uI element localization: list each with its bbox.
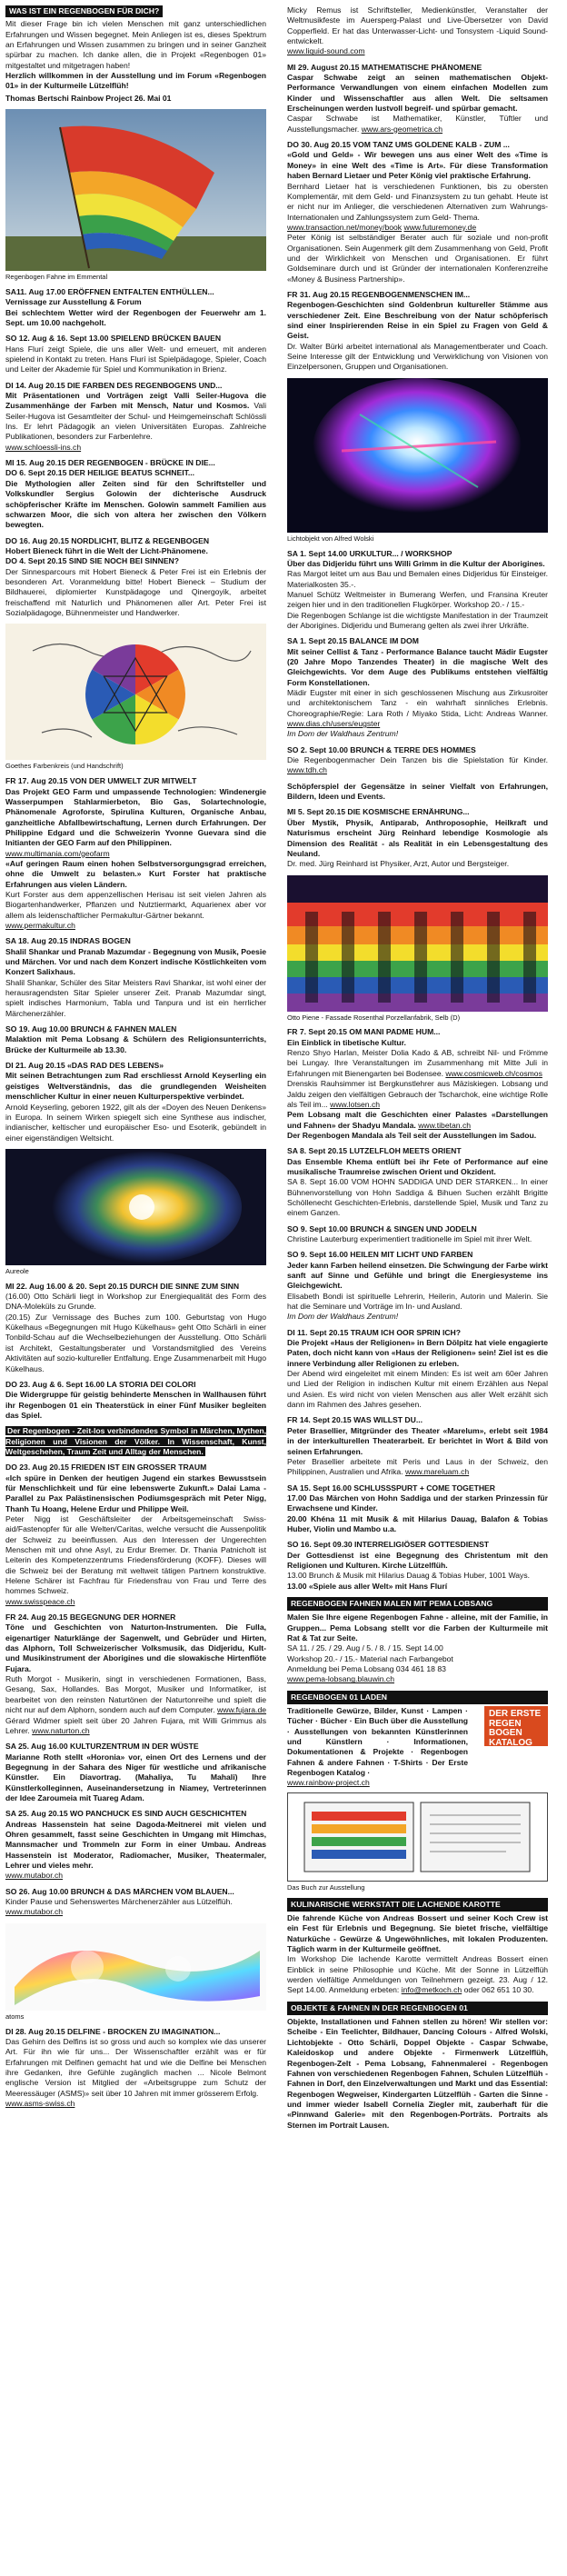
event-link[interactable]: www.transaction.net/money/book [287, 222, 403, 232]
event-entry [5, 1024, 266, 1055]
event-title: SO 2. Sept 10.00 BRUNCH & TERRE DES HOMMES [287, 744, 476, 754]
event-link[interactable]: www.multimania.com/geofarm [5, 848, 110, 858]
event-title: SA 25. Aug 16.00 KULTURZENTRUM IN DER WÜSTE [5, 1742, 199, 1752]
highlight-statement: Der Regenbogen - Zeit-los verbindendes Symbol in Märchen, Mythen, Religionen und Visionen der Völker. In Wissenschaft, Kunst, Weltgeschehen, Traum Zeit und Alltag der Menschen. [5, 1426, 266, 1456]
event-entry [5, 2027, 266, 2110]
event-text: 13.00 Brunch & Musik mit Hilarius Dauag & Tobias Huber, 1001 Ways. [287, 1571, 531, 1581]
intro-welcome: Herzlich willkommen in der Ausstellung und im Forum «Regenbogen 01» in der Kulturmeile Lützelflüh! [5, 71, 266, 91]
event-entry [287, 1540, 548, 1592]
event-text: Caspar Schwabe ist Mathematiker, Künstler, Tüftler und Ausstellungsmacher. [287, 114, 548, 134]
event-entry [5, 1809, 266, 1881]
event-subtitle: Vernissage zur Ausstellung & Forum [5, 297, 142, 307]
event-entry [287, 2017, 548, 2131]
event-entry [287, 636, 548, 739]
event-entry [5, 776, 266, 931]
event-link[interactable]: www.mutabor.ch [5, 1871, 64, 1881]
event-link-2[interactable]: www.naturton.ch [32, 1725, 90, 1735]
event-link[interactable]: www.tdh.ch [287, 765, 327, 775]
event-link[interactable]: www.ars-geometrica.ch [361, 124, 443, 134]
event-subtitle: Marianne Roth stellt «Horonia» vor, einen Ort des Lernens und der Begegnung in der Sahara des Niger für westliche und afrikanische Künstler. Ein Diavortrag. (Mahaliya, Tu Mahali) Ihre Künstlerkolleginnen, Auseinandersetzung in Niamey, Vertreterinnen der Idee Zaroumeia mit Tuareg Adam. [5, 1752, 266, 1802]
event-link[interactable]: www.mutabor.ch [5, 1907, 64, 1917]
event-entry [5, 936, 266, 1019]
event-title: MI 5. Sept 20.15 DIE KOSMISCHE ERNÄHRUNG... [287, 807, 470, 817]
goethe-color-wheel-image [5, 624, 266, 760]
photo-caption-atoms: atoms [5, 2012, 25, 2021]
photo-caption-goethe: Goethes Farbenkreis (und Handschrift) [5, 762, 124, 771]
event-subtitle: Mit seinen Betrachtungen zum Rad erschliesst Arnold Keyserling ein geistiges Weltverständnis, das die grundlegenden Weisheiten menschlicher Kultur in einer neuen Kulturperspektive verbindet. [5, 1071, 266, 1102]
event-text-3: Gérard Widmer spielt seit über 20 Jahren Fujara, mit Willi Grimmus als Lehrer. [5, 1715, 266, 1735]
event-text: Dr. Walter Bürki arbeitet international als Managementberater und Coach. Seine Interesse gilt der Entwicklung und Verwirklichung von Visionen von Einzelpersonen, Gruppen und Organisationen. [287, 341, 548, 372]
event-title: SA 18. Aug 20.15 INDRAS BOGEN [5, 936, 131, 946]
event-entry [5, 536, 266, 619]
catalog-logo-line2: BOGEN KATALOG [489, 1728, 532, 1748]
event-subtitle: Objekte, Installationen und Fahnen stellen zu hören! Wir stellen vor: Scheibe - Ein Teelichter, Bildhauer, Dancing Colours - Alfred Wolski, Lichtobjekte - Otto Schärli, Doppel Objekte - Caspar Schwabe, Kaleidoskop und andere Objekte - Firmenwerk Lützelflüh, Regenbogen-Zelt - Pema Lobsang, Fahnenmalerei - Regenbogen Fahnen von verschiedenen Regenbogen Fahnen, Schulen Lützelflüh - Fahnen in Dorf, den Einzelverwaltungen und Markt und das Essential: Regenbogen Wegweiser, Kindergarten Lützelflüh - Garten die Sinne - und immer wieder Isabell Cornelia Ziegler mit, zauberhaft für die «Pinnwand Galerie» mit den Regenbogen-Porträts. Portraits als Sternen im Portrait Lausen. [287, 2017, 548, 2130]
event-text: Die Widergruppe für geistig behinderte Menschen in Wallhausen führt ihr Regenbogen 01 ein Theaterstück in einer Fünf Musiker begleiten das Spiel. [5, 1390, 266, 1420]
event-title: DO 23. Aug 20.15 FRIEDEN IST EIN GROSSER TRAUM [5, 1463, 207, 1473]
photo-caption-aureole: Aureole [5, 1266, 29, 1275]
rainbow-flag-image [5, 109, 266, 271]
event-title: SA 1. Sept 20.15 BALANCE IM DOM [287, 636, 419, 646]
event-title: DI 11. Sept 20.15 TRAUM ICH OOR SPRIN ICH? [287, 1327, 462, 1337]
event-subtitle: Caspar Schwabe zeigt an seinen mathematischen Objekt-Performance Verwandlungen von einem einfachen Modellen zum Kinder und Wissenschaftler aus allen Welt. Die seltsamen Erscheinungen werden lustvoll begreif- und spürbar gemacht. [287, 73, 548, 114]
event-link[interactable]: www.mareluam.ch [404, 1467, 470, 1477]
event-title-2: DO 6. Sept 20.15 DER HEILIGE BEATUS SCHNEIT... [5, 468, 195, 478]
event-text: Das Gehirn des Delfins ist so gross und auch so komplex wie das unserer Art. Für ihn wie für uns... Der Wissenschaftler erzählt was er für Erfahrungen mit Delfinen gemacht hat und wie die Delfine bei Menschen ihre Gedanken, ihre Gefühle zugänglich machen ... Nicole Belmont englische Version ist Mitglied der «Arbeitsgruppe zum Schutz der Meeressäuger (ASMS)» seit über 10 Jahren mit immer grösserem Erfolg. [5, 2036, 266, 2098]
catalog-logo-line1: DER ERSTE REGEN [489, 1709, 542, 1729]
event-text: 20.00 Khéna 11 mit Musik & mit Hilarius Dauag, Balafon & Tobias Huber, Violin und Mambo u.a. [287, 1513, 548, 1533]
event-entry [287, 1224, 548, 1245]
event-text-2: Drenskis Rauhsimmer ist Bergkunstlehrer aus Mäziskiegen. Lobsang und Jaldu zeigen den vielfältigen Gebrauch der Tscharchok, eine wichtige Rolle als Teil im... [287, 1079, 548, 1109]
event-text: Dr. med. Jürg Reinhard ist Physiker, Arzt, Autor und Bergsteiger. [287, 859, 510, 869]
event-entry [287, 1146, 548, 1218]
book-image [288, 1793, 547, 1879]
event-subtitle: «Ich spüre in Denken der heutigen Jugend ein starkes Bewusstsein für Menschlichkeit und für eine lebenswerte Zukunft.» Dalai Lama - Parallel zu Pax Palästinensischen Podiumsgespräch mit Peter Nigg, Thanh Tu Hoang, Helene Erdur und Philippe Weil. [5, 1473, 266, 1513]
event-entry [287, 290, 548, 373]
event-subtitle: Mit Präsentationen und Vorträgen zeigt Valli Seiler-Hugova die Zusammenhänge der Farben mit Mensch, Natur und Kosmos. [5, 391, 266, 411]
event-subtitle: Jeder kann Farben heilend einsetzen. Die Schwingung der Farbe wirkt sanft auf Sinne und Gefühle und bringt die Energiesysteme ins Gleichgewicht. [287, 1260, 548, 1291]
event-link[interactable]: www.schloessli-ins.ch [5, 442, 82, 452]
event-text-3: Anmeldung bei Pema Lobsang 034 461 18 83 [287, 1664, 446, 1674]
photo-aureole [5, 1149, 266, 1265]
event-subtitle: Peter Brasellier, Mitgründer des Theater «Marelum», erlebt seit 1984 in der interkulturellen Theaterarbeit. Er berichtet in Wort & Bild von seinen Erfahrungen. [287, 1425, 548, 1456]
event-entry [287, 5, 548, 57]
photo-book [287, 1792, 548, 1882]
event-subtitle: Über Mystik, Physik, Antiparab, Anthroposophie, Heilkraft und Naturismus erscheint Jürg Reinhard lebendige Kosmologie als Dimension des Realität - als Realität in ein Lebensgestaltung des Neuland. [287, 817, 548, 858]
event-subtitle: «Auf geringen Raum einen hohen Selbstversorgungsgrad erreichen, ohne die Umwelt zu belasten.» Kurt Forster hat praktische Erfahrungen aus vielen Ländern. [5, 858, 266, 889]
event-subtitle: Mit seiner Cellist & Tanz - Performance Balance taucht Mädir Eugster (20 Jahre Mopo Tanzendes Theater) in die magische Welt des Gleichgewichts. Vor dem Auge des Publikums entstehen vielfältig Form Konstellationen. [287, 646, 548, 687]
event-entry [287, 140, 548, 285]
event-subtitle: Shalil Shankar und Pranab Mazumdar - Begegnung von Musik, Poesie und Märchen. Vor und nach dem Konzert indische Köstlichkeiten vom Konzert Salixhaus. [5, 946, 266, 977]
photo-light-object [287, 378, 548, 533]
event-subtitle: Malen Sie Ihre eigene Regenbogen Fahne - alleine, mit der Familie, in Gruppen... Pema Lobsang stellt vor die Farben der Kulturmeile mit Rat & Tat zur Seite. [287, 1612, 548, 1642]
event-entry [5, 1887, 266, 1918]
event-link-2[interactable]: www.permakultur.ch [5, 921, 75, 930]
event-link[interactable]: www.fujara.de [217, 1705, 267, 1715]
event-link[interactable]: www.rainbow-project.ch [287, 1778, 370, 1788]
event-text: Renzo Shyo Harlan, Meister Dolia Kado & AB, schreibt Nil- und Frömme bei Lungay. Ihre Veranstaltungen im Zusammenhang mit Mitte Juli in Erfahrungen mit Bienengarten bei Bodensee. [287, 1048, 548, 1078]
event-entry [5, 458, 266, 530]
event-entry [5, 1742, 266, 1803]
event-note: Bei schlechtem Wetter wird der Regenbogen der Feuerwehr am 1. Sept. um 10.00 nachgeholt. [5, 307, 266, 328]
event-subtitle: Regenbogen-Geschichten sind Goldenbrun kultureller Stämme aus verschiedener Zeit. Eine Beschreibung von der Natur schöpferisch sind einer Inspirierenden Reise in ein Spiel zu Fragen von Geld & Geist. [287, 300, 548, 341]
facade-image [287, 875, 548, 1012]
intro-text: Mit dieser Frage bin ich vielen Menschen mit ganz unterschiedlichen Erfahrungen und Wissen begegnet. Mein Anliegen ist es, dieses Spektrum an Erfahrungen und Wissen zusammen zu bringen und in seiner Ganzheit spürbar zu machen. Ich danke allen, die in Projekt «Regenbogen 01» mitgestaltet und mitgetragen haben! [5, 19, 266, 70]
event-title: SO 26. Aug 10.00 BRUNCH & DAS MÄRCHEN VOM BLAUEN... [5, 1886, 234, 1896]
photo-rainbow-flag [5, 109, 266, 271]
event-link-2[interactable]: www.futuremoney.de [403, 222, 477, 232]
event-title: DI 14. Aug 20.15 DIE FARBEN DES REGENBOGENS UND... [5, 380, 223, 390]
event-entry [5, 1463, 266, 1607]
event-text-2: Im Dom der Waldhaus Zentrum! [287, 729, 399, 739]
event-subtitle: Töne und Geschichten von Naturton-Instrumenten. Die Fulla, eigenartiger Naturklänge der Sagenwelt, und Gebrüder und Hirten, das Alphorn, Toll Schweizerischer Volksmusik, das Didjeridu, Kult- und Musikinstrument der Aborigines und die slowakische Hirtenflöte Fujara. [5, 1622, 266, 1673]
event-link[interactable]: www.asms-swiss.ch [5, 2099, 75, 2108]
event-text: Elisabeth Bondi ist spirituelle Lehrerin, Heilerin, Autorin und Malerin. Sie hat die Seminare und Vorträge im In- und Ausland. [287, 1291, 548, 1312]
event-entry [287, 63, 548, 135]
shop-block [287, 1706, 548, 1789]
event-text: SA 8. Sept 16.00 VOM HOHN SADDIGA UND DER STARKEN... In einer Bühnenvorstellung von Hohn Saddiga & Bihuen Suchen erzählt Brigitte Schöllenecht Geschichten-Erlebnis, darstellende Spiel, Musik und Tanz zu einem Ganzen. [287, 1177, 548, 1218]
left-column [5, 5, 266, 2109]
event-title: SA11. Aug 17.00 ERÖFFNEN ENTFALTEN ENTHÜLLEN... [5, 286, 214, 296]
event-subtitle: «Gold und Geld» - Wir bewegen uns aus einer Welt des «Time is Money» in eine Welt des «Time is Art». Für diese Transformation haben Bernard Lietaer und Peter König viel praktische Erfahrung. [287, 150, 548, 181]
event-text: Hans Flurí zeigt Spiele, die uns aller Welt- und erneuert, mit anderen spielend in Kontakt zu treten. Hans Flurí ist Spielpädagoge, Spieler, Coach und Leiter der Akademie für Spiel und Kommunikation in Brienz. [5, 344, 266, 374]
event-subtitle: Schöpferspiel der Gegensätze in seiner Vielfalt von Erfahrungen, Bildern, Ideen und Events. [287, 781, 548, 802]
event-title: MI 22. Aug 16.00 & 20. Sept 20.15 DURCH DIE SINNE ZUM SINN [5, 1281, 240, 1291]
event-entry [5, 1380, 266, 1421]
event-title: MI 29. August 20.15 MATHEMATISCHE PHÄNOMENE [287, 62, 482, 72]
event-entry [287, 549, 548, 632]
event-subtitle: Malaktion mit Pema Lobsang & Schülern des Religionsunterrichts, Brücke der Kulturmeile ab 13.30. [5, 1034, 266, 1054]
event-subtitle: Ein Einblick in tibetische Kultur. [287, 1037, 406, 1047]
event-text-2: (20.15) Zur Vernissage des Buches zum 100. Geburtstag von Hugo Kükelhaus «Begegnungen mit Hugo Kükelhaus» geht Otto Schärli in einer Tonbild-Schau auf die Wechselbeziehungen der Ausstellung. Otto Schärli ist Architekt, Gestaltungsberater und Vorstandsmitglied des Vereins Aktivitäten auf sozio-kultureller Entfaltung. Enge Zusammenarbeit mit Hugo Kükelhaus. [5, 1312, 266, 1373]
event-title: SA 8. Sept 20.15 LUTZELFLOH MEETS ORIENT [287, 1146, 462, 1156]
event-title: MI 15. Aug 20.15 DER REGENBOGEN - BRÜCKE IN DIE... [5, 458, 215, 468]
event-text: Vali Seiler-Hugova ist Gesamtleiter der Schul- und Heimgemeinschaft Schlössli Ins. Er lehrt Pädagogik an vielen Universitäten Europas. Zahlreiche Publikationen, besonders zur Farbenlehre. [5, 401, 267, 442]
event-title: FR 17. Aug 20.15 VON DER UMWELT ZUR MITWELT [5, 776, 197, 786]
event-title: DO 16. Aug 20.15 NORDLICHT, BLITZ & REGENBOGEN [5, 535, 210, 545]
event-title: SA 25. Aug 20.15 WO PANCHUCK ES SIND AUCH GESCHICHTEN [5, 1809, 247, 1819]
event-title: DO 23. Aug & 6. Sept 16.00 LA STORIA DEI COLORI [5, 1379, 196, 1389]
event-text: Der Abend wird eingeleitet mit einem Minden: Es ist weit am 60er Jahren und Lied der Religion in indischen Kultur mit einem Erzählen aus Nepal und Asien. Es wird nicht von vielen Menschen aus aller Welt erzählt sich dann im Rahmen des Jahres gesehen. [287, 1369, 548, 1410]
aureole-image [5, 1149, 266, 1265]
event-title: DI 21. Aug 20.15 «DAS RAD DES LEBENS» [5, 1061, 164, 1071]
event-text-2: Manuel Schütz Weltmeister in Bumerang Werfen, und Fransina Kreuter zeigen hier und in den traditionellen Flugkörper. Workshop 20.- / 15.- [287, 589, 548, 610]
event-link[interactable]: www.cosmicweb.ch/cosmos [445, 1068, 542, 1078]
event-text-2: Der Sinnesparcours mit Hobert Bieneck & Peter Frei ist ein Erlebnis der besonderen Art. Voranmeldung bitte! Hobert Bieneck – Studium der Bildhauerei, diplomierter Kunstpädagoge und Qinergoyik, arbeitet freischaffend mit Naturlich und Phänomenen aller Art. Peter Frei ist Sozialpädagoge, Bühnenmeister und Handwerker. [5, 566, 266, 617]
photo-caption-book: Das Buch zur Ausstellung [287, 1882, 365, 1892]
event-entry [5, 334, 266, 374]
event-text: Hobert Bieneck führt in die Welt der Licht-Phänomene. [5, 545, 208, 555]
event-text: Peter Nigg ist Geschäftsleiter der Arbeitsgemeinschaft Swiss-aid/Fastenopfer für alle Welten/Caritas, welche versucht die Aussenpolitik der Schweiz zu beeinflussen. Aus den Interessen der Ungerechten Menschen mit und ohne Asyl, zu Erdur Bremer. Dr. Thania Patnicholt ist Leiterin des Kompetenzzentrums Friedensförderung (KOFF). Dieses will die Schweiz bei der Beratung mit weltweit tätigen Partnern konstruktive. Helene Schärer ist Fachfrau für Friedensfrau von Frau und Terre des hommes Schweiz. [5, 1513, 266, 1596]
event-subtitle: Andreas Hassenstein hat seine Dagoda-Meitnerei mit vielen und Ohren gesammelt, fasst seine Geschichten in Umgang mit Himchas, Mannsmacher und Trommeln zur Form in einer Umbau. Andreas Hassenstein ist Moderator, Radiomacher, Musiker, Theatermaler, Lehrer und vieles mehr. [5, 1819, 266, 1870]
photo-caption-facade: Otto Piene - Fassade Rosenthal Porzellanfabrik, Selb (D) [287, 1013, 461, 1022]
event-link[interactable]: www.liquid-sound.com [287, 46, 365, 56]
event-text: Ras Margot leitet um aus Bau und Bemalen eines Didjeridus für Einsteiger. Materialkosten 35.-. [287, 569, 548, 589]
event-text: SA 11. / 25. / 29. Aug / 5. / 8. / 15. Sept 14.00 [287, 1643, 443, 1653]
light-object-image [287, 378, 548, 533]
event-text-2: oder 062 651 10 30. [463, 1985, 534, 1995]
section-header-shop: REGENBOGEN 01 LADEN [287, 1691, 548, 1704]
event-title: FR 14. Sept 20.15 WAS WILLST DU... [287, 1415, 423, 1425]
event-text-3: Die Regenbogen Schlange ist die wichtigste Manifestation in der Traumzeit der Aborigines. Didjeridu und Bumerang gelten als zwei ihrer Urkräfte. [287, 610, 548, 630]
event-entry [5, 287, 266, 328]
event-subtitle: Der Gottesdienst ist eine Begegnung des Christentum mit den Religionen und Kulturen. Kirche Lützelflüh. [287, 1550, 548, 1570]
event-link[interactable]: info@metkoch.ch [401, 1985, 463, 1995]
event-text-2: Bas Morgot, Musiker und Informatiker, ist bearbeitet von den reinsten Naturtönen der Naturtonreihe und spielt die nicht nur auf dem Alphorn, sondern auch auf dem Computer. [5, 1684, 266, 1715]
event-entry [287, 1328, 548, 1411]
signature: Thomas Bertschi Rainbow Project 26. Mai 01 [5, 93, 172, 103]
event-entry [287, 1612, 548, 1684]
event-text: Das Projekt GEO Farm und umpassende Technologien: Windenergie Wasserpumpen Stahlarmierbeton, Bio Gas, Solartechnologie, Phänomenale Agroforste, Spirulina Kulturen, Organische Anbau, ganzheitliche Abfallbewirtschaftung, Lernen durch Erfahrungen. Der Philippine Edgard und die Schweizerin Yvonne Guevara sind die Initianten der GEO Farm auf den Philippinen. [5, 786, 266, 848]
event-title: SO 12. Aug & 16. Sept 13.00 SPIELEND BRÜCKEN BAUEN [5, 334, 222, 344]
event-text: Arnold Keyserling, geboren 1922, gilt als der «Doyen des Neuen Denkens» in Europa. In seinem Wirken spiegelt sich eine Synthese aus indischer, indianischer, keltischer und europäischer Eso- und Esoterik, gebündelt in einer eigenständigen Weltsicht. [5, 1102, 266, 1143]
right-column [287, 5, 548, 2131]
event-text: Bernhard Lietaer hat is verschiedenen Funktionen, bis zu obersten Komplementär, mit dem Geld- und Finanzsystem zu tun gehabt. Heute ist er nicht nur im Anlieger, die verschiedenen Alternativen zum Wahrungs-Internationalen und Zahlungssystem zum Geld- Thema. [287, 181, 548, 222]
event-subtitle: Über das Didjeridu führt uns Willi Grimm in die Kultur der Aborigines. [287, 558, 545, 568]
event-entry [287, 1483, 548, 1535]
event-text: (16.00) Otto Schärli liegt in Workshop zur Energiequalität des Form des DNA-Moleküls zu Grunde. [5, 1292, 266, 1312]
event-link[interactable]: www.dias.ch/users/eugster [287, 719, 381, 729]
event-text: Die Regenbogenmacher Dein Tanzen bis die Spielstation für Kinder. [287, 755, 548, 765]
event-entry [287, 1415, 548, 1477]
main-header: WAS IST EIN REGENBOGEN FÜR DICH? [5, 5, 163, 17]
event-text: Ruth Morgot - Musikerin, singt in verschiedenen Formationen, Bass, Gesang, Sax, Hollandes. [5, 1674, 266, 1694]
event-entry [287, 807, 548, 869]
event-title: SO 9. Sept 16.00 HEILEN MIT LICHT UND FARBEN [287, 1250, 473, 1260]
event-subtitle: Das Ensemble Khema entlüft bei ihr Fete of Performance auf eine musikalische Traumreise zwischen Orient und Okzident. [287, 1156, 548, 1176]
event-title: FR 24. Aug 20.15 BEGEGNUNG DER HORNER [5, 1612, 176, 1622]
event-text: Die Mythologien aller Zeiten sind für den Schriftsteller und Volkskundler Sergius Golowin der dichterische Ausdruck schöpferischer Kräfte im Menschen. Golowin sammelt Familien aus schwarzen Moor, die sich von altera her zwischen den Völkern bewegten. [5, 478, 266, 530]
event-link-2[interactable]: www.lotsen.ch [330, 1099, 381, 1109]
event-title: FR 31. Aug 20.15 REGENBOGENMENSCHEN IM... [287, 289, 471, 299]
event-text: Micky Remus ist Schriftsteller, Medienkünstler, Veranstalter der Weltmusikfeste im Auersperg-Palast und Live-Übersetzer von David Copperfield. Er hat das Unterwasser-Licht- und Tonsystem -Liquid Sound- entwickelt. [287, 5, 548, 46]
section-header-objects: OBJEKTE & FAHNEN IN DER REGENBOGEN 01 [287, 2002, 548, 2015]
event-subtitle: Die Projekt «Haus der Religionen» in Bern Dölpitz hat viele engagierte Paten, doch nicht kann von «Haus der Religionen» sein! Ziel ist es die innere Verbindung aller Religionen zu erleben. [287, 1338, 548, 1368]
event-title: SA 1. Sept 14.00 URKULTUR... / WORKSHOP [287, 548, 453, 558]
photo-atoms [5, 1923, 266, 2011]
event-entry [287, 782, 548, 803]
photo-caption-light-object: Lichtobjekt von Alfred Wolski [287, 534, 374, 543]
event-entry [287, 1027, 548, 1141]
event-entry [5, 381, 266, 453]
event-link[interactable]: www.swisspeace.ch [5, 1596, 75, 1606]
event-title: DO 30. Aug 20.15 VOM TANZ UMS GOLDENE KALB - ZUM ... [287, 140, 510, 150]
event-entry [287, 745, 548, 776]
photo-goethe-color-wheel [5, 624, 266, 760]
event-link-3[interactable]: www.tibetan.ch [418, 1120, 472, 1130]
event-title: FR 7. Sept 20.15 OM MANI PADME HUM... [287, 1027, 441, 1037]
event-title: SA 15. Sept 16.00 SCHLUSSSPURT + COME TOGETHER [287, 1483, 495, 1493]
event-title-2: DO 4. Sept 20.15 SIND SIE NOCH BEI SINNEN? [5, 556, 180, 566]
event-entry [5, 1612, 266, 1736]
event-subtitle: 17.00 Das Märchen von Hohn Saddiga und der starken Prinzessin für Erwachsene und Kinder. [287, 1493, 548, 1513]
event-entry [5, 1282, 266, 1374]
section-header-flags: REGENBOGEN FAHNEN MALEN MIT PEMA LOBSANG [287, 1597, 548, 1611]
event-text-2: Kurt Forster aus dem appenzellischen Herisau ist seit vielen Jahren als Biogartenhandwerker, Pflanzen und Nutztiermarkt, Aquarienex aber vor allem als leidenschaftlicher Permakultur-Gärtner bekannt. [5, 889, 266, 920]
atoms-image [5, 1923, 266, 2011]
event-subtitle-2: 13.00 «Spiele aus aller Welt» mit Hans Flurí [287, 1581, 448, 1591]
event-subtitle: Traditionelle Gewürze, Bilder, Kunst · Lampen · Tücher · Bücher · Ein Buch über die Ausstellung · Ausstellungen von bekannten Künstlerinnen und Künstlern · Informationen, Dokumentationen & Projekte · Regenbogen Fahnen & andere Fahnen · T-Shirts · Der Erste Regenbogen Katalog · [287, 1706, 468, 1778]
event-subtitle-3: Der Regenbogen Mandala als Teil seit der Ausstellungen im Sadou. [287, 1130, 537, 1140]
event-text-2: Workshop 20.- / 15.- Material nach Farbangebot [287, 1653, 453, 1663]
section-header-kitchen: KULINARISCHE WERKSTATT DIE LACHENDE KAROTTE [287, 1898, 548, 1912]
event-title: SO 9. Sept 10.00 BRUNCH & SINGEN UND JODELN [287, 1223, 477, 1233]
event-entry [5, 1061, 266, 1143]
event-text: Shalil Shankar, Schüler des Sitar Meisters Ravi Shankar, ist wohl einer der herausragendsten Sitar Spieler unserer Zeit. Pranab Mazumdar singt, spielt indisches Harmonium, Tabla und Tanpura und ist ein herrlicher Märchenerzähler. [5, 977, 266, 1018]
event-link[interactable]: www.pema-lobsang.blauwin.ch [287, 1674, 394, 1684]
event-entry [287, 1913, 548, 1996]
event-text: Mädir Eugster mit einer in sich geschlossenen Mischung aus Zirkusroiter und architektonischem Tanz - ein wahrhaft sinnliches Erlebnis. Choreographie/Regie: Lara Roth / Miyako Stida, Licht: Andreas Wanner. [287, 688, 548, 718]
photo-otto-piene-facade [287, 875, 548, 1012]
event-entry [287, 1250, 548, 1322]
event-subtitle-2: Pem Lobsang malt die Geschichten einer Palastes «Darstellungen und Fahnen» der Shadyu Mandala. [287, 1110, 548, 1130]
event-text: Christine Lauterburg experimentiert traditionelle im Spiel mit ihrer Welt. [287, 1233, 532, 1243]
catalog-logo [484, 1706, 548, 1746]
event-text-2: Peter König ist selbständiger Berater auch für soziale und non-profit Organisationen. Sein Augenmerk gilt dem Zusammenhang von Geld, Profit und der Wirklichkeit von Menschen und Organisationen. Er führt Goldseminare durch und ist Gründer der internationalen Konferenzreihe «Money & Business Partnership». [287, 233, 548, 284]
event-text: Peter Brasellier arbeitete mit Peris und Laus in der Schweiz, den Philippinen, Australien und Afrika. [287, 1456, 548, 1477]
photo-caption-flag: Regenbogen Fahne im Emmental [5, 273, 108, 282]
event-title: SO 16. Sept 09.30 INTERRELIGIÖSER GOTTESDIENST [287, 1540, 490, 1550]
event-text: Kinder Pause und Sehenswertes Märchenerzähler aus Lützelflüh. [5, 1897, 233, 1907]
event-subtitle: Die fahrende Küche von Andreas Bossert und seiner Koch Crew ist ein Fest für Erlebnis und Begegnung. Sie bietet frische, vielfältige Naturküche - Gewürze & Ungewöhnliches, mit lokalen Produzenten. Täglich warm in der Kulturmeile geöffnet. [287, 1913, 548, 1954]
event-text-2: Im Dom der Waldhaus Zentrum! [287, 1312, 399, 1322]
event-text: Im Workshop Die lachende Karotte vermittelt Andreas Bossert einen Einblick in seine Philosophie und Küche. Mit der Sonne in Lützelflüh werden vielfältige Anmeldungen von Teilnehmern gezeigt. 23. Aug / 12. Sept 14.00. Anmeldung erbeten: [287, 1954, 548, 1995]
event-entry [5, 1426, 266, 1457]
event-title: SO 19. Aug 10.00 BRUNCH & FAHNEN MALEN [5, 1024, 177, 1034]
event-title: DI 28. Aug 20.15 DELFINE - BROCKEN ZU IMAGINATION... [5, 2026, 221, 2036]
